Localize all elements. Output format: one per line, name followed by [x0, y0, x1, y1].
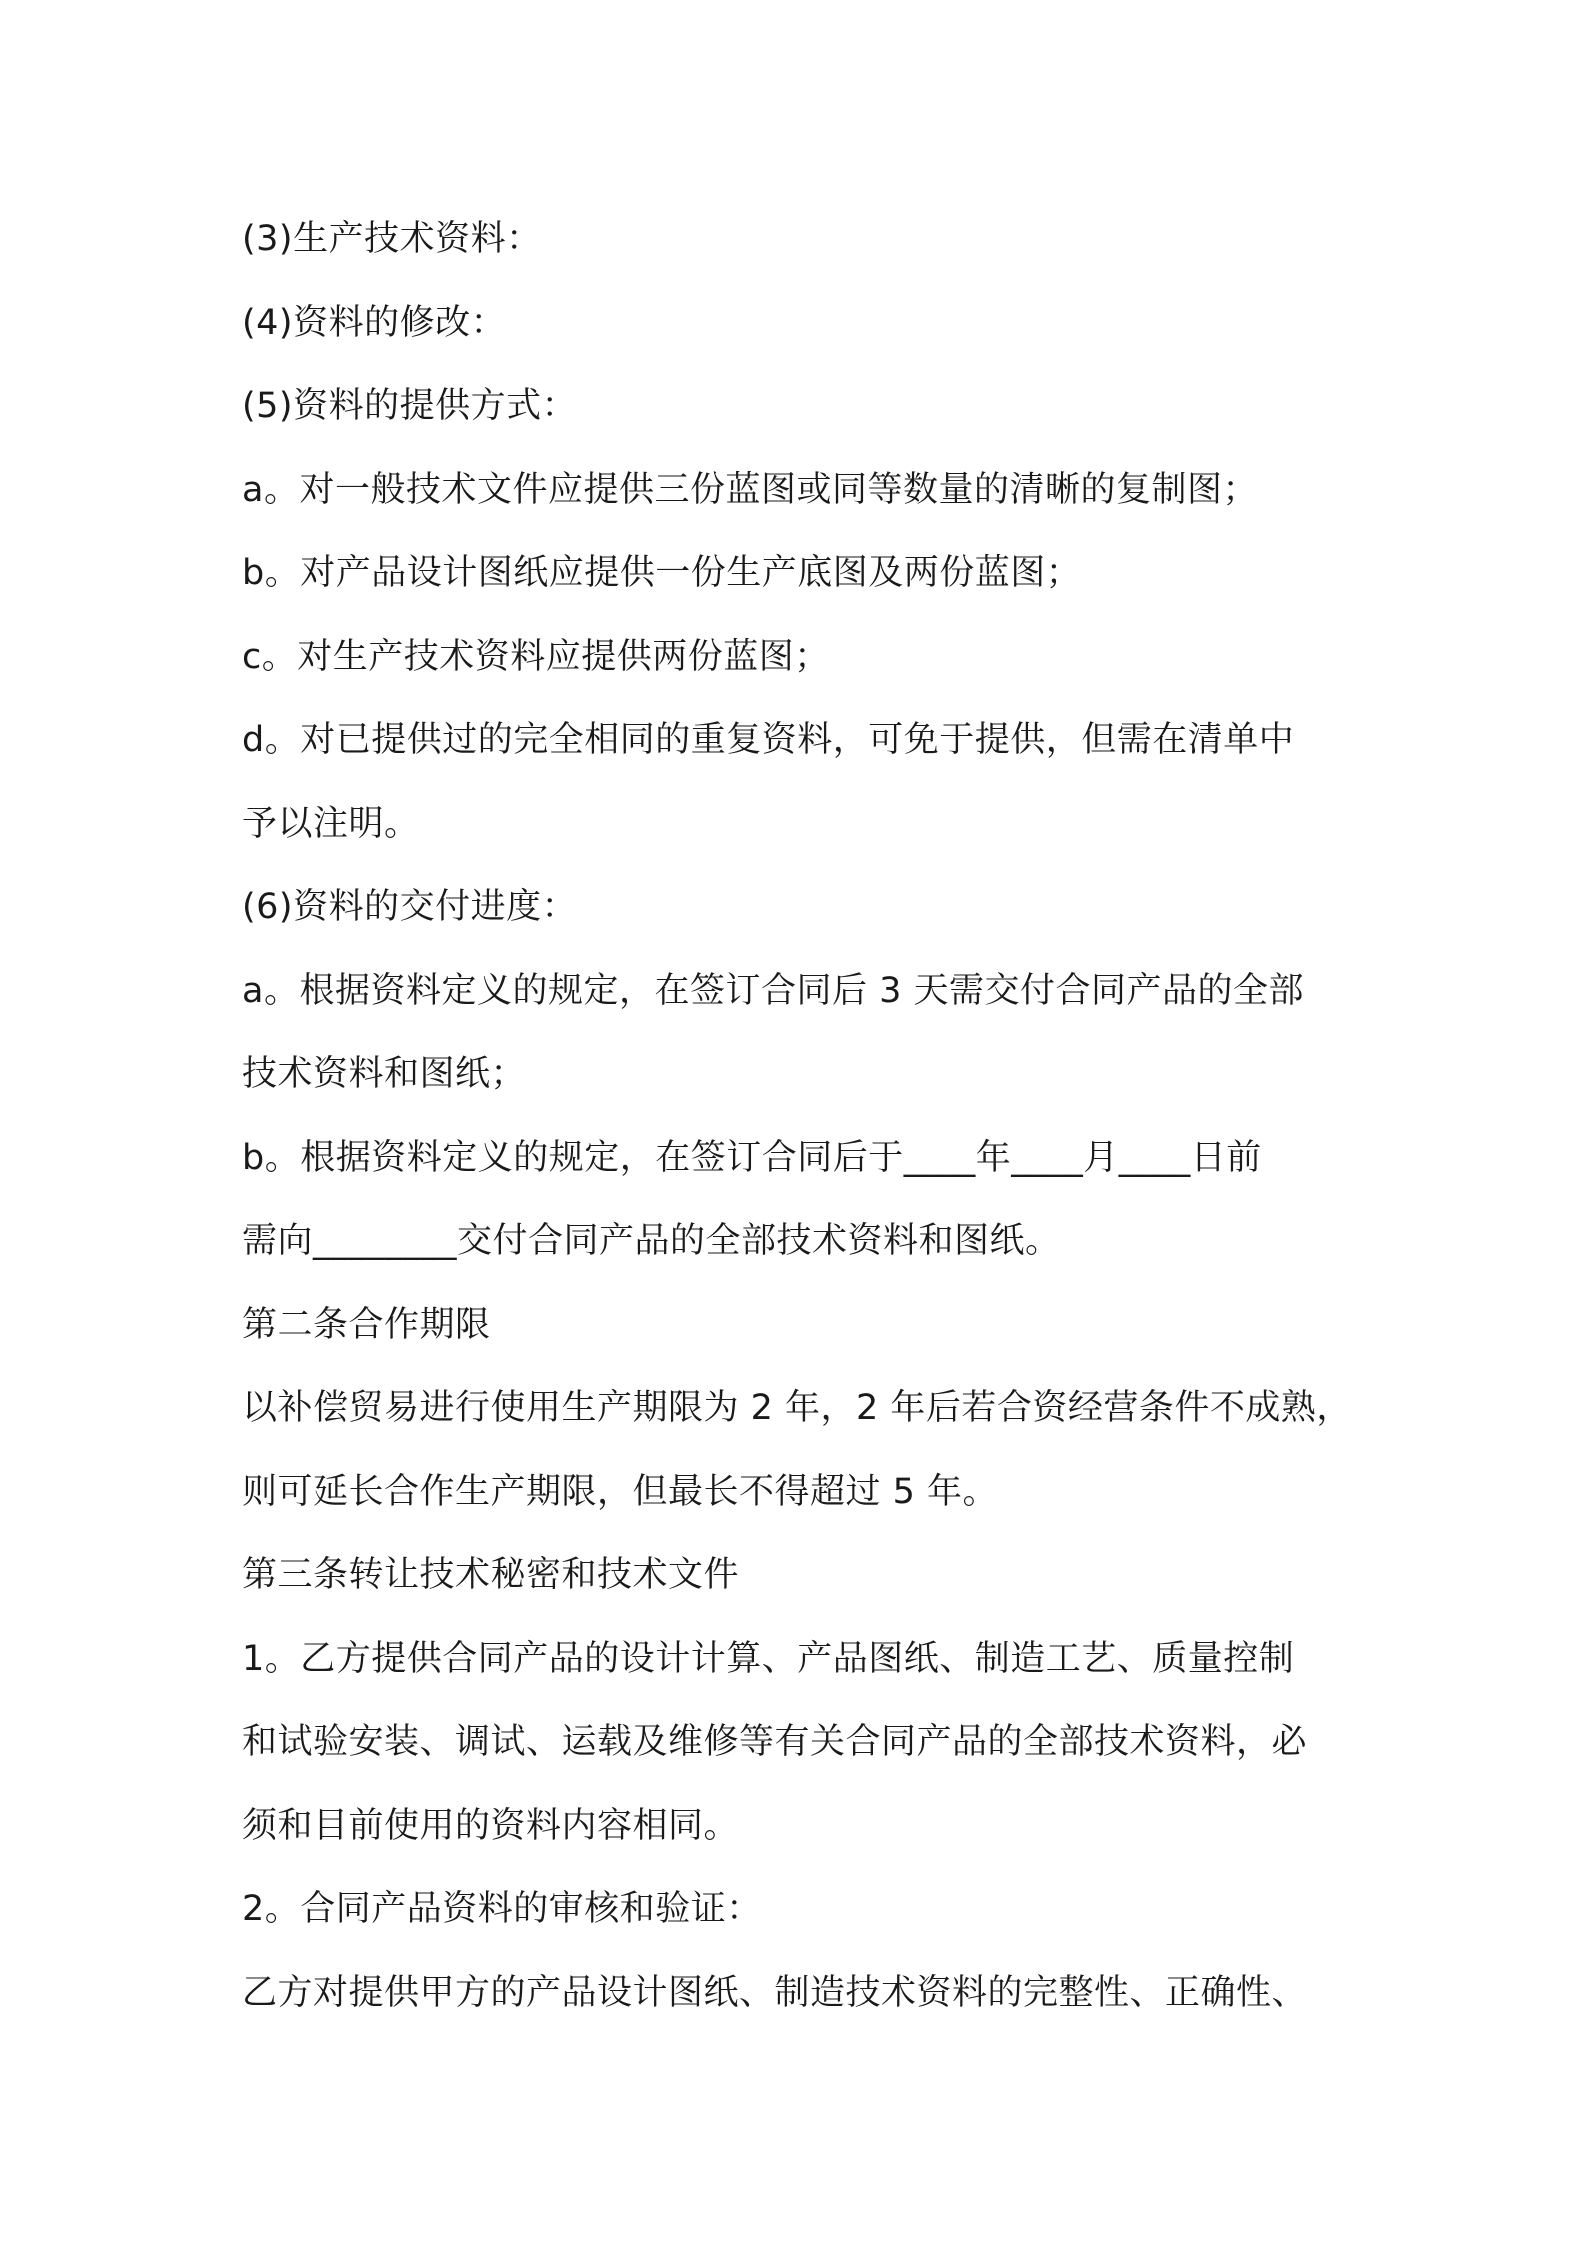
- item-5b-product-design-drawings: b。对产品设计图纸应提供一份生产底图及两份蓝图；: [242, 553, 1082, 593]
- item-5a-general-tech-files: a。对一般技术文件应提供三份蓝图或同等数量的清晰的复制图；: [242, 469, 1258, 510]
- article-3-heading: 第三条转让技术秘密和技术文件: [242, 1555, 740, 1595]
- article-3-item-1-cont: 和试验安装、调试、运载及维修等有关合同产品的全部技术资料，必: [242, 1722, 1308, 1762]
- item-5d-duplicate-docs-cont: 予以注明。: [242, 803, 420, 844]
- item-6b-delivery: b。根据资料定义的规定，在签订合同后于____年____月____日前: [242, 1137, 1262, 1178]
- article-2-heading: 第二条合作期限: [242, 1304, 491, 1345]
- item-5-docs-provision-method: (5)资料的提供方式：: [242, 386, 578, 426]
- item-5d-duplicate-docs: d。对已提供过的完全相同的重复资料，可免于提供，但需在清单中: [242, 720, 1295, 760]
- article-2-paragraph: 以补偿贸易进行使用生产期限为 2 年，2 年后若合资经营条件不成熟，: [242, 1388, 1352, 1428]
- item-3-production-tech-docs: (3)生产技术资料：: [242, 219, 542, 259]
- item-5c-production-tech-docs: c。对生产技术资料应提供两份蓝图；: [242, 636, 830, 677]
- article-3-item-2: 2。合同产品资料的审核和验证：: [242, 1889, 762, 1929]
- item-4-docs-modification: (4)资料的修改：: [242, 302, 507, 343]
- item-6b-delivery-cont: 需向________交付合同产品的全部技术资料和图纸。: [242, 1221, 1061, 1261]
- article-3-item-1-cont-2: 须和目前使用的资料内容相同。: [242, 1805, 740, 1846]
- article-3-item-2-paragraph: 乙方对提供甲方的产品设计图纸、制造技术资料的完整性、正确性、: [242, 1972, 1308, 2013]
- article-3-item-1: 1。乙方提供合同产品的设计计算、产品图纸、制造工艺、质量控制: [242, 1638, 1295, 1679]
- item-6a-delivery: a。根据资料定义的规定，在签订合同后 3 天需交付合同产品的全部: [242, 970, 1304, 1011]
- document-body: [242, 198, 1362, 2035]
- article-2-paragraph-cont: 则可延长合作生产期限，但最长不得超过 5 年。: [242, 1471, 999, 1512]
- item-6-delivery-schedule: (6)资料的交付进度：: [242, 887, 578, 927]
- item-6a-delivery-cont: 技术资料和图纸；: [242, 1054, 527, 1094]
